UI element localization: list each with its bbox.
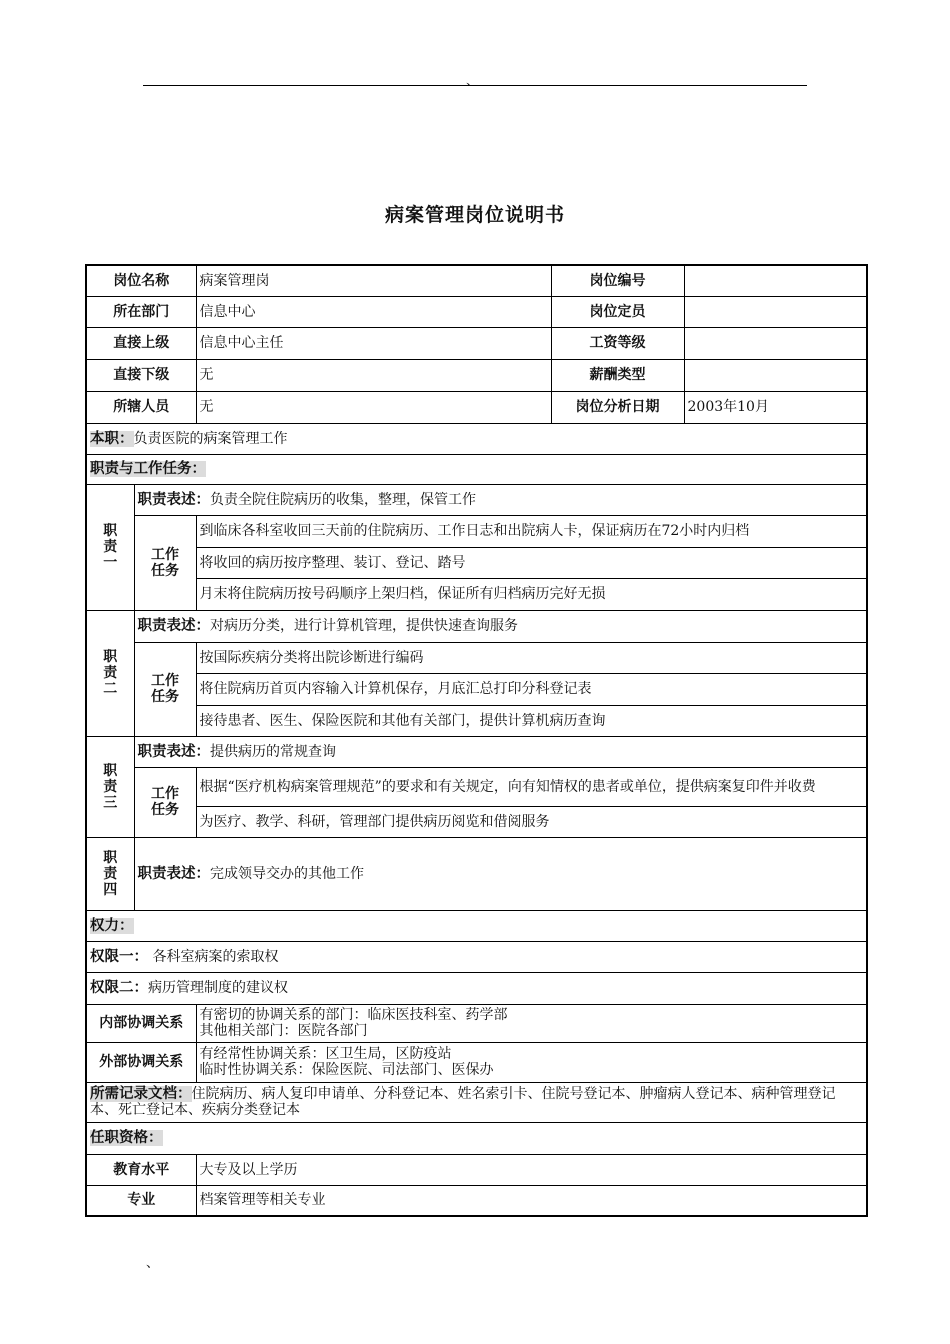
document-title: 病案管理岗位说明书 (384, 204, 565, 226)
analysis-date-label: 岗位分析日期 (551, 391, 684, 423)
position-code-label: 岗位编号 (551, 265, 684, 296)
subordinate-value: 无 (196, 359, 551, 391)
row-qualification-heading (86, 1122, 867, 1154)
limit2-label: 权限二： (90, 980, 148, 996)
position-quota-label: 岗位定员 (551, 296, 684, 327)
limit2-text: 病历管理制度的建议权 (148, 980, 288, 996)
duty1-task-1: 到临床各科室收回三天前的住院病历、工作日志和出院病人卡，保证病历在72小时内归档 (196, 515, 867, 547)
limit1-cell (86, 941, 867, 972)
header-rule (143, 85, 807, 86)
duty3-task-2: 为医疗、教学、科研，管理部门提供病历阅览和借阅服务 (196, 806, 867, 837)
authority-heading: 权力： (90, 917, 134, 934)
internal-relations-value: 有密切的协调关系的部门：临床医技科室、药学部 其他相关部门：医院各部门 (196, 1004, 867, 1042)
duty-text: 负责医院的病案管理工作 (133, 430, 288, 447)
header-mark: 、 (466, 74, 480, 89)
row-external-relations (86, 1042, 867, 1082)
duty2-task-row (86, 642, 867, 673)
education-value: 大专及以上学历 (196, 1154, 867, 1185)
row-subordinate (86, 359, 867, 391)
row-staff (86, 391, 867, 423)
authority-heading-cell (86, 910, 867, 941)
staff-label: 所辖人员 (86, 391, 196, 423)
duty3-desc: 职责表述：提供病历的常规查询 (134, 736, 867, 767)
duty4-label: 职 责 四 (86, 837, 134, 910)
qualification-heading: 任职资格： (90, 1130, 163, 1146)
duty3-desc-row (86, 736, 867, 767)
limit2-cell (86, 972, 867, 1004)
duties-heading: 职责与工作任务： (90, 461, 206, 477)
position-name-value: 病案管理岗 (196, 265, 551, 296)
duty1-desc-row (86, 484, 867, 515)
duty2-task-1: 按国际疾病分类将出院诊断进行编码 (196, 642, 867, 673)
duty1-task-row (86, 578, 867, 610)
limit1-text: 各科室病案的索取权 (148, 948, 279, 965)
staff-value: 无 (196, 391, 551, 423)
position-name-label: 岗位名称 (86, 265, 196, 296)
limit1-label: 权限一： (90, 948, 148, 965)
duty2-tasks-label: 工作 任务 (134, 642, 196, 736)
duty1-label: 职 责 一 (86, 484, 134, 610)
row-department (86, 296, 867, 327)
external-relations-label: 外部协调关系 (86, 1042, 196, 1082)
duty2-desc-row (86, 610, 867, 642)
duty2-label: 职 责 二 (86, 610, 134, 736)
duty3-task-row (86, 806, 867, 837)
records-cell (86, 1082, 867, 1122)
row-education (86, 1154, 867, 1185)
subordinate-label: 直接下级 (86, 359, 196, 391)
row-authority-heading (86, 910, 867, 941)
duty2-task-row (86, 673, 867, 705)
duty3-tasks-label: 工作 任务 (134, 767, 196, 837)
internal-relations-label: 内部协调关系 (86, 1004, 196, 1042)
duty1-task-row (86, 515, 867, 547)
duty3-label: 职 责 三 (86, 736, 134, 837)
position-quota-value (684, 296, 867, 327)
pay-type-label: 薪酬类型 (551, 359, 684, 391)
duty1-task-2: 将收回的病历按序整理、装订、登记、踏号 (196, 547, 867, 578)
wage-grade-label: 工资等级 (551, 327, 684, 359)
duty3-task-row (86, 767, 867, 806)
row-records (86, 1082, 867, 1122)
row-duty (86, 423, 867, 454)
pay-type-value (684, 359, 867, 391)
analysis-date-value: 2003年10月 (684, 391, 867, 423)
row-limit-1 (86, 941, 867, 972)
footer-mark: 、 (146, 1256, 160, 1271)
duty-cell (86, 423, 867, 454)
department-label: 所在部门 (86, 296, 196, 327)
duties-heading-cell (86, 454, 867, 484)
wage-grade-value (684, 327, 867, 359)
superior-value: 信息中心主任 (196, 327, 551, 359)
job-description-table (85, 264, 868, 1217)
row-internal-relations (86, 1004, 867, 1042)
row-major (86, 1185, 867, 1216)
duty4-desc: 职责表述：完成领导交办的其他工作 (134, 837, 867, 910)
major-label: 专业 (86, 1185, 196, 1216)
qualification-heading-cell (86, 1122, 867, 1154)
external-relations-value: 有经常性协调关系：区卫生局，区防疫站 临时性协调关系：保险医院、司法部门、医保办 (196, 1042, 867, 1082)
records-label: 所需记录文档： (90, 1086, 192, 1102)
education-label: 教育水平 (86, 1154, 196, 1185)
duty4-row (86, 837, 867, 910)
duty2-task-3: 接待患者、医生、保险医院和其他有关部门，提供计算机病历查询 (196, 705, 867, 736)
duty1-task-row (86, 547, 867, 578)
superior-label: 直接上级 (86, 327, 196, 359)
major-value: 档案管理等相关专业 (196, 1185, 867, 1216)
duty2-task-2: 将住院病历首页内容输入计算机保存，月底汇总打印分科登记表 (196, 673, 867, 705)
position-code-value (684, 265, 867, 296)
duty1-tasks-label: 工作 任务 (134, 515, 196, 610)
row-duties-heading (86, 454, 867, 484)
duty2-desc: 职责表述：对病历分类，进行计算机管理，提供快速查询服务 (134, 610, 867, 642)
duty3-task-1: 根据“医疗机构病案管理规范”的要求和有关规定，向有知情权的患者或单位，提供病案复印件并收费 (196, 767, 867, 806)
duty1-task-3: 月末将住院病历按号码顺序上架归档，保证所有归档病历完好无损 (196, 578, 867, 610)
department-value: 信息中心 (196, 296, 551, 327)
row-limit-2 (86, 972, 867, 1004)
records-text: 住院病历、病人复印申请单、分科登记本、姓名索引卡、住院号登记本、肿瘤病人登记本、病种管理登记本、死亡登记本、疾病分类登记本 (90, 1086, 836, 1118)
duty2-task-row (86, 705, 867, 736)
duty1-desc: 职责表述：负责全院住院病历的收集，整理，保管工作 (134, 484, 867, 515)
row-superior (86, 327, 867, 359)
row-position-name (86, 265, 867, 296)
duty-label: 本职： (90, 430, 134, 447)
